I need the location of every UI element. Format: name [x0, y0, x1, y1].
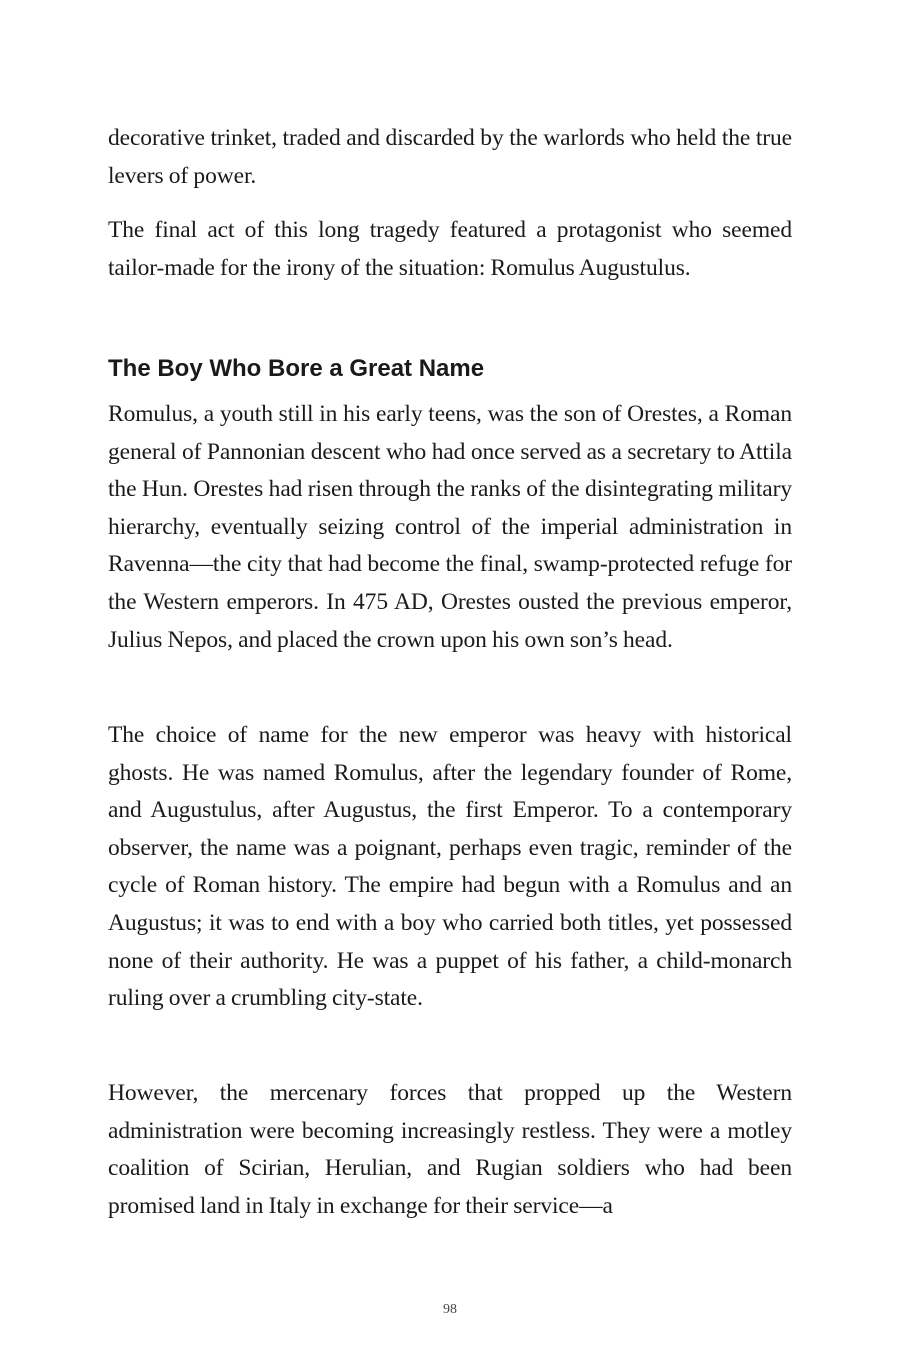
section-heading: The Boy Who Bore a Great Name: [108, 355, 485, 382]
paragraph-name-choice: The choice of name for the new emperor was heavy with historical ghosts. He was named Romulus, after the legendary founder of Rome, and Augustulus, after Augustus, the first Emperor. To a contemporary observer, the name was a poignant, perhaps even tragic, reminder of the cycle of Roman history. The empire had begun with a Romulus and an Augustus; it was to end with a boy who carried both titles, yet possessed none of their authority. He was a puppet of his father, a child-monarch ruling over a crumbling city-state.: [108, 722, 792, 1012]
paragraph-orestes: Romulus, a youth still in his early teens, was the son of Orestes, a Roman general of Pannonian descent who had once served as a secretary to Attila the Hun. Orestes had risen through the ranks of the disintegrating military hierarchy, eventually seizing control of the imperial administration in Ravenna—the city that had become the final, swamp-protected refuge for the Western emperors. In 475 AD, Orestes ousted the previous emperor, Julius Nepos, and placed the crown upon his own son’s head.: [108, 401, 792, 653]
paragraph-mercenaries: However, the mercenary forces that propped up the Western administration were becoming increasingly restless. They were a motley coalition of Scirian, Herulian, and Rugian soldiers who had been promised land in Italy in exchange for their service—a: [108, 1080, 792, 1219]
paragraph-romulus-intro: The final act of this long tragedy featured a protagonist who seemed tailor-made for the irony of the situation: Romulus Augustulus.: [108, 217, 792, 281]
page-number: 98: [443, 1302, 457, 1317]
paragraph-continued: decorative trinket, traded and discarded by the warlords who held the true levers of power.: [108, 125, 792, 189]
